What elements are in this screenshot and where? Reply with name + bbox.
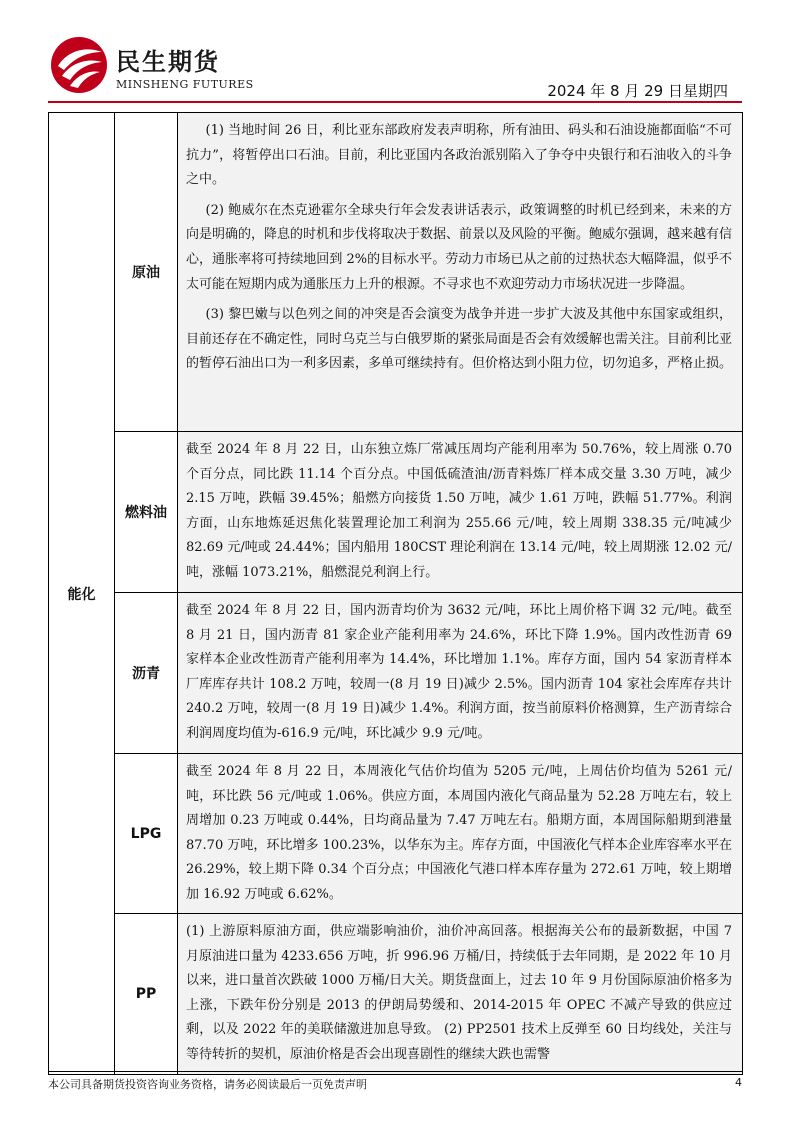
product-cell	[115, 113, 178, 432]
brand-name-en: MINSHENG FUTURES	[116, 78, 254, 91]
commentary-paragraph: 截至 2024 年 8 月 22 日，山东独立炼厂常减压周均产能利用率为 50.76%，较上周涨 0.70 个百分点，同比跌 11.14 个百分点。中国低硫渣油/沥青料炼厂样本成交量 3.30 万吨，减少 2.15 万吨，跌幅 39.45%；船燃方向接货 1.50 万吨，减少 1.61 万吨，跌幅 51.77%。利润方面，山东地炼延迟焦化装置理论加工利润为 255.66 元/吨，较上周期 338.35 元/吨减少 82.69 元/吨或 24.44%；国内船用 180CST 理论利润在 13.14 元/吨，较上周期涨 12.02 元/吨，涨幅 1073.21%，船燃混兑利润上行。	[186, 442, 732, 580]
product-label: 沥青	[132, 666, 160, 682]
table-row	[49, 113, 743, 432]
commentary-cell	[178, 914, 743, 1075]
table-row	[49, 754, 743, 914]
minsheng-logo-icon	[50, 36, 108, 94]
footer-divider	[48, 1071, 742, 1072]
commentary-cell	[178, 593, 743, 754]
product-cell	[115, 593, 178, 754]
page-number: 4	[735, 1076, 742, 1089]
product-label: 原油	[132, 265, 160, 281]
commentary-paragraph: (1) 上游原料原油方面，供应端影响油价，油价冲高回落。根据海关公布的最新数据，中国 7 月原油进口量为 4233.656 万吨，折 996.96 万桶/日，持续低于去年同期，是 2022 年 10 月以来，进口量首次跌破 1000 万桶/日大关。期货盘面上，过去 10 年 9 月份国际原油价格多为上涨，下跌年份分别是 2013 的伊朗局势缓和、2014-2015 年 OPEC 不减产导致的供应过剩，以及 2022 年的美联储激进加息导致。 (2) PP2501 技术上反弹至 60 日均线处，关注与等待转折的契机，原油价格是否会出现喜剧性的继续大跌也需警	[186, 924, 732, 1062]
commentary-paragraph: (1) 当地时间 26 日，利比亚东部政府发表声明称，所有油田、码头和石油设施都面临“不可抗力”，将暂停出口石油。目前，利比亚国内各政治派别陷入了争夺中央银行和石油收入的斗争之中。	[186, 123, 732, 188]
footer-disclaimer: 本公司具备期货投资咨询业务资格，请务必阅读最后一页免责声明	[48, 1078, 367, 1091]
brand-name-cn: 民生期货	[116, 48, 220, 76]
commentary-paragraph: 截至 2024 年 8 月 22 日，本周液化气估价均值为 5205 元/吨，上周估价均值为 5261 元/吨，环比跌 56 元/吨或 1.06%。供应方面，本周国内液化气商品量为 52.28 万吨左右，较上周增加 0.23 万吨或 0.44%，日均商品量为 7.47 万吨左右。船期方面，本周国际船期到港量 87.70 万吨，环比增多 100.23%，以华东为主。库存方面，中国液化气样本企业库容率水平在 26.29%，较上期下降 0.34 个百分点；中国液化气港口样本库存量为 272.61 万吨，较上期增加 16.92 万吨或 6.62%。	[186, 764, 732, 902]
product-cell	[115, 432, 178, 593]
commentary-paragraph: (2) 鲍威尔在杰克逊霍尔全球央行年会发表讲话表示，政策调整的时机已经到来，未来的方向是明确的，降息的时机和步伐将取决于数据、前景以及风险的平衡。鲍威尔强调，越来越有信心，通胀率将可持续地回到 2%的目标水平。劳动力市场已从之前的过热状态大幅降温，似乎不太可能在短期内成为通胀压力上升的根源。不寻求也不欢迎劳动力市场状况进一步降温。	[186, 202, 733, 292]
product-label: 燃料油	[125, 505, 167, 521]
product-cell	[115, 754, 178, 914]
table-row	[49, 914, 743, 1075]
commentary-cell	[178, 113, 743, 432]
product-cell	[115, 914, 178, 1075]
table-row	[49, 432, 743, 593]
commentary-paragraph: (3) 黎巴嫩与以色列之间的冲突是否会演变为战争并进一步扩大波及其他中东国家或组织，目前还存在不确定性，同时乌克兰与白俄罗斯的紧张局面是否会有效缓解也需关注。目前利比亚的暂停石油出口为一利多因素，多单可继续持有。但价格达到小阻力位，切勿追多，严格止损。	[186, 307, 733, 372]
commentary-cell	[178, 432, 743, 593]
sector-cell	[49, 113, 115, 1075]
header-divider	[48, 101, 742, 103]
product-label: PP	[135, 986, 157, 1002]
sector-label: 能化	[67, 586, 96, 603]
commodity-commentary-table	[48, 112, 743, 1075]
page-header	[0, 0, 794, 110]
report-date: 2024 年 8 月 29 日星期四	[547, 82, 728, 100]
table-row	[49, 593, 743, 754]
commentary-cell	[178, 754, 743, 914]
product-label: LPG	[130, 825, 162, 842]
commentary-paragraph: 截至 2024 年 8 月 22 日，国内沥青均价为 3632 元/吨，环比上周价格下调 32 元/吨。截至 8 月 21 日，国内沥青 81 家企业产能利用率为 24.6%，环比下降 1.9%。国内改性沥青 69 家样本企业改性沥青产能利用率为 14.4%，环比增加 1.1%。库存方面，国内 54 家沥青样本厂库库存共计 108.2 万吨，较周一(8 月 19 日)减少 2.5%。国内沥青 104 家社会库库存共计 240.2 万吨，较周一(8 月 19 日)减少 1.4%。利润方面，按当前原料价格测算，生产沥青综合利润周度均值为-616.9 元/吨，环比减少 9.9 元/吨。	[186, 603, 732, 741]
